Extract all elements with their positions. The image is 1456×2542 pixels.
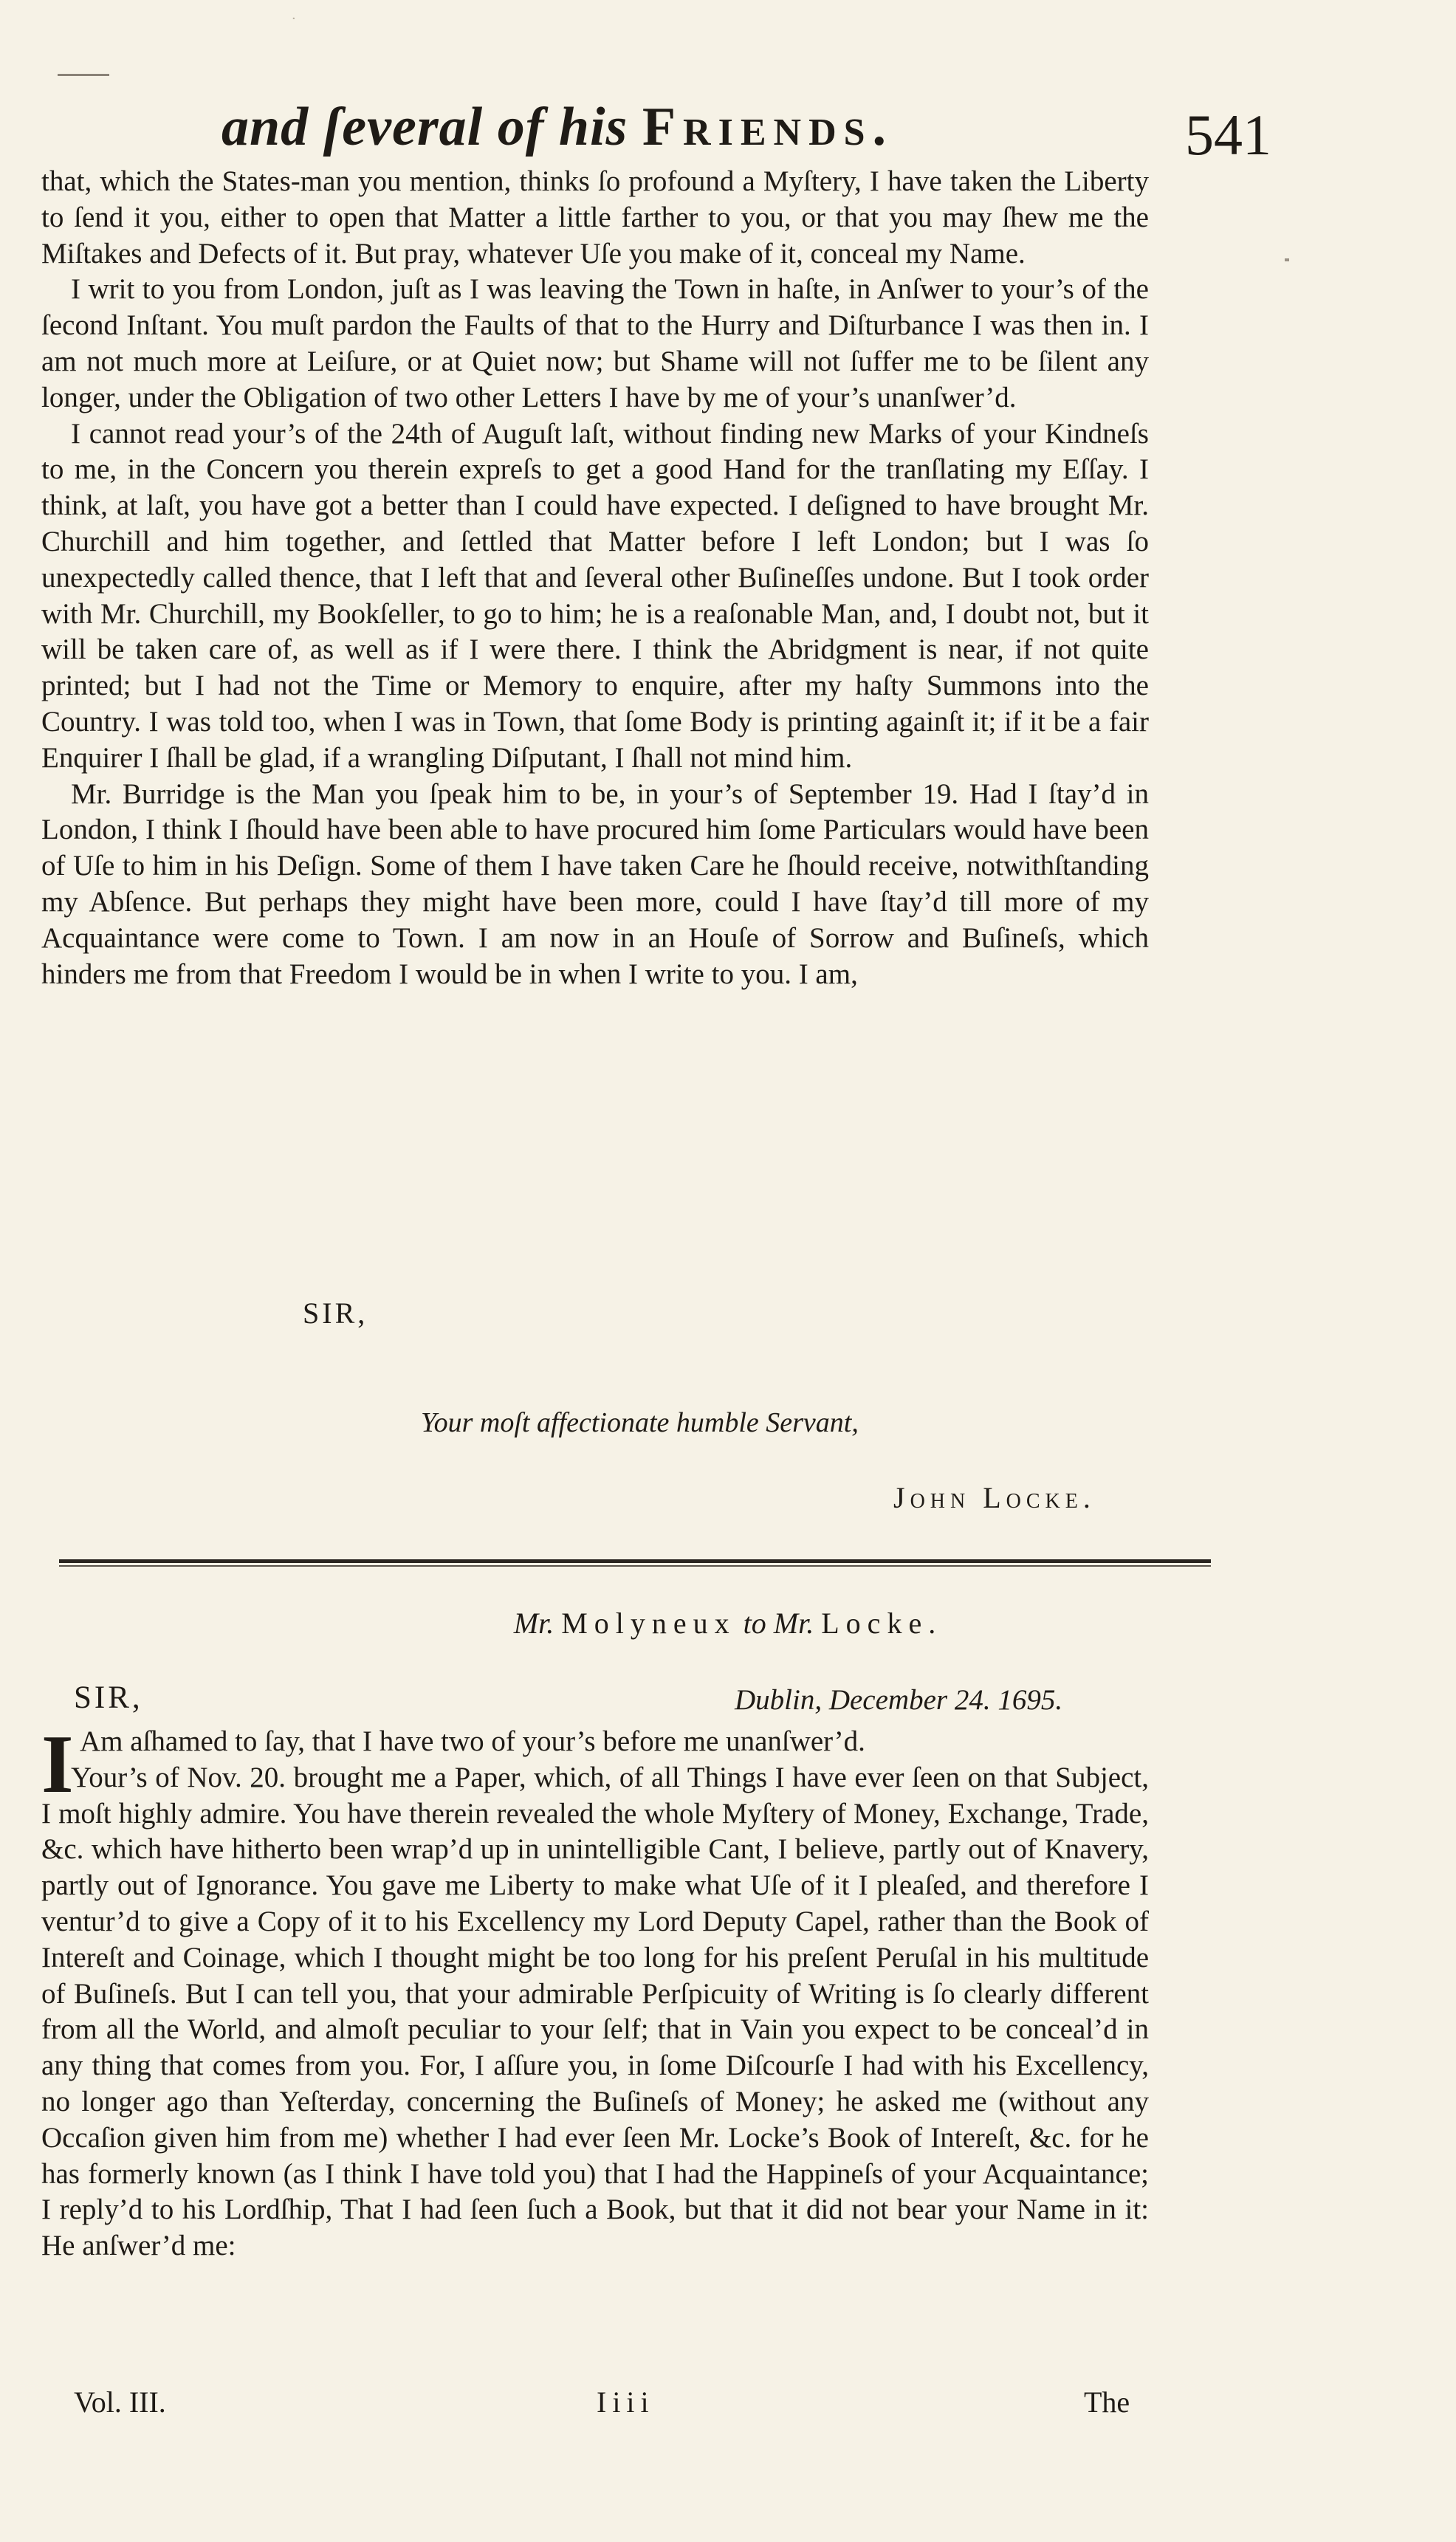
letter-date: Dublin, December 24. 1695. xyxy=(735,1684,1063,1716)
page-number: 541 xyxy=(1185,103,1271,167)
heading-to: to xyxy=(743,1607,766,1640)
closing-salutation: SIR, xyxy=(303,1296,368,1330)
heading-mr: Mr. xyxy=(773,1607,814,1640)
running-head-caps: Friends. xyxy=(642,97,894,157)
heading-mr: Mr. xyxy=(513,1607,554,1640)
paragraph: that, which the States-man you mention, thinks ſo profound a Myſtery, I have taken the Liberty to ſend it you, either to open that Matter a little farther to you, or that you may ſhew me the Miſtakes and Defects of it. But pray, whatever Uſe you make of it, conceal my Name. xyxy=(41,165,1149,269)
running-head xyxy=(222,96,1181,159)
heading-recipient: Locke. xyxy=(821,1607,943,1640)
letter-body-molyneux xyxy=(41,1719,1149,2264)
paragraph: Am aſhamed to ſay, that I have two of your’s before me unanſwer’d. xyxy=(80,1725,865,1757)
margin-speck xyxy=(1285,258,1289,261)
paragraph: I cannot read your’s of the 24th of Auguſt laſt, without finding new Marks of your Kindneſs to me, in the Concern you therein expreſs to get a good Hand for the tranſlating my Eſſay. I think, at laſt, you have got a better than I could have expected. I deſigned to have brought Mr. Churchill and him together, and ſettled that Matter before I left London; but I was ſo unexpectedly called thence, that I left that and ſeveral other Buſineſſes undone. But I took order with Mr. Churchill, my Bookſeller, to go to him; he is a reaſonable Man, and, I doubt not, but it will be taken care of, as well as if I were there. I think the Abridgment is near, if not quite printed; but I had not the Time or Memory to enquire, after my haſty Summons into the Country. I was told too, when I was in Town, that ſome Body is printing againſt it; if it be a fair Enquirer I ſhall be glad, if a wrangling Diſputant, I ſhall not mind him. xyxy=(41,417,1149,774)
section-rule-thin xyxy=(59,1565,1211,1567)
letter-body-locke xyxy=(41,164,1149,992)
letter-heading xyxy=(0,1606,1456,1641)
drop-cap: I xyxy=(41,1719,74,1810)
section-rule xyxy=(59,1559,1211,1563)
heading-sender: Molyneux xyxy=(561,1607,736,1640)
signature: John Locke. xyxy=(893,1481,1096,1514)
catchword: The xyxy=(1084,2385,1130,2419)
page-speck: · xyxy=(292,11,296,27)
letter-salutation: SIR, xyxy=(74,1680,143,1715)
signature-mark: Iiii xyxy=(597,2385,655,2419)
paragraph: Mr. Burridge is the Man you ſpeak him to be, in your’s of September 19. Had I ſtay’d in London, I think I ſhould have been able to have procured him ſome Particulars would have been of Uſe to him in his Deſign. Some of them I have taken Care he ſhould receive, notwithſtanding my Abſence. But perhaps they might have been more, could I have ſtay’d till more of my Acquaintance were come to Town. I am now in an Houſe of Sorrow and Buſineſs, which hinders me from that Freedom I would be in when I write to you. I am, xyxy=(41,777,1149,990)
volume-label: Vol. III. xyxy=(74,2385,166,2419)
complimentary-close: Your moſt affectionate humble Servant, xyxy=(421,1407,859,1438)
paragraph: Your’s of Nov. 20. brought me a Paper, which, of all Things I have ever ſeen on that Subject, I moſt highly admire. You have therein revealed the whole Myſtery of Money, Exchange, Trade, &c. which have hitherto been wrap’d up in unintelligible Cant, I believe, partly out of Knavery, partly out of Ignorance. You gave me Liberty to make what Uſe of it I pleaſed, and therefore I ventur’d to give a Copy of it to his Excellency my Lord Deputy Capel, rather than the Book of Intereſt and Coinage, which I thought might be too long for his preſent Peruſal in his multitude of Buſineſs. But I can tell you, that your admirable Perſpicuity of Writing is ſo clearly different from all the World, and almoſt peculiar to your ſelf; that in Vain you expect to be conceal’d in any thing that comes from you. For, I aſſure you, in ſome Diſcourſe I had with his Excellency, no longer ago than Yeſterday, concerning the Buſineſs of Money; he asked me (without any Occaſion given him from me) whether I had ever ſeen Mr. Locke’s Book of Intereſt, &c. for he has formerly known (as I think I have told you) that I had the Happineſs of your Acquaintance; I reply’d to his Lordſhip, That I had ſeen ſuch a Book, but that it did not bear your Name in it: He anſwer’d me: xyxy=(41,1761,1149,2262)
margin-mark xyxy=(58,74,109,76)
paragraph: I writ to you from London, juſt as I was leaving the Town in haſte, in Anſwer to your’s of the ſecond Inſtant. You muſt pardon the Faults of that to the Hurry and Diſturbance I was then in. I am not much more at Leiſure, or at Quiet now; but Shame will not ſuffer me to be ſilent any longer, under the Obligation of two other Letters I have by me of your’s unanſwer’d. xyxy=(41,273,1149,413)
running-head-text: and ſeveral of his xyxy=(222,97,628,157)
